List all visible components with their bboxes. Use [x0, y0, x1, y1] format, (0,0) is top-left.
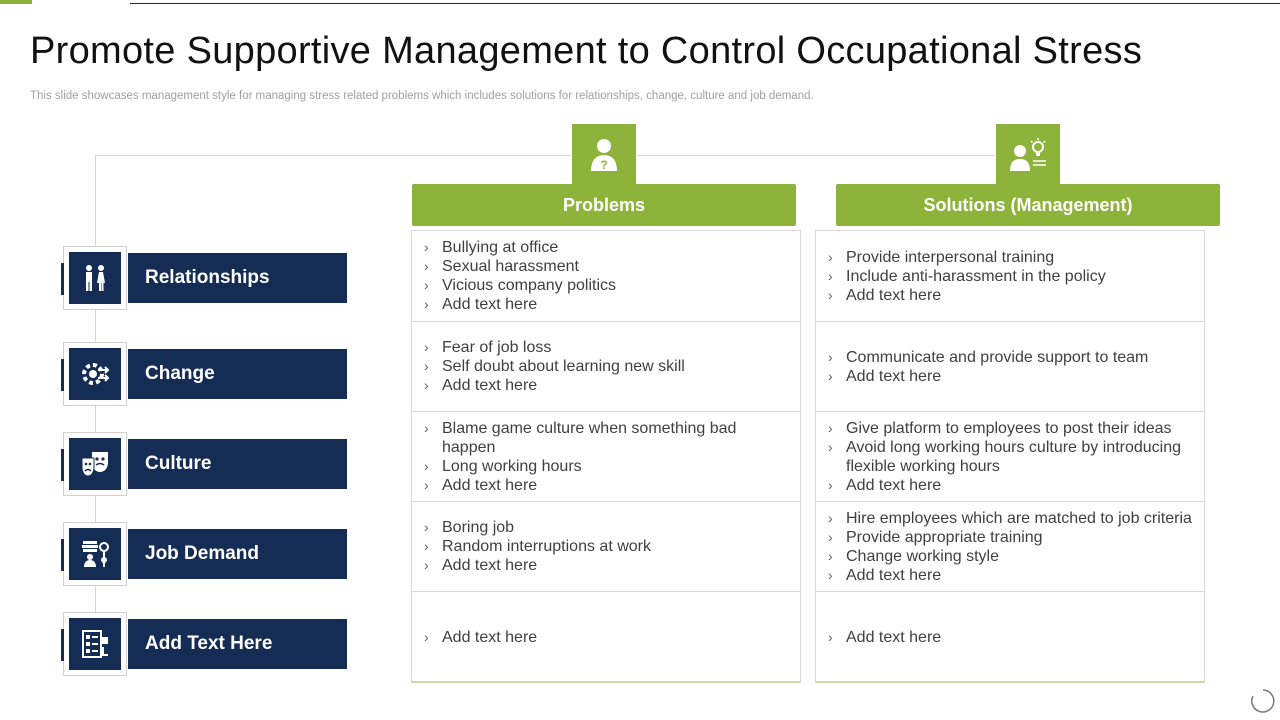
solutions-header: Solutions (Management)	[836, 184, 1220, 226]
category-label: Relationships	[128, 253, 347, 303]
list-item: › Communicate and provide support to team	[828, 348, 1149, 366]
category-label: Culture	[128, 439, 347, 489]
list-item: › Avoid long working hours culture by introducing flexible working hours	[828, 438, 1182, 475]
list-item: › Hire employees which are matched to job criteria	[828, 509, 1192, 527]
category-tick	[61, 539, 64, 571]
problems-icon-box	[571, 123, 637, 187]
list-item: › Add text here	[828, 286, 942, 304]
list-item: › Sexual harassment	[424, 258, 579, 275]
workload-icon	[79, 538, 111, 570]
slide-subtitle: This slide showcases management style for managing stress related problems which includes solutions for relationships, change, culture and job demand.	[30, 90, 814, 102]
solutions-cell-change	[816, 322, 1204, 412]
category-tick	[61, 359, 64, 391]
category-tick	[61, 449, 64, 481]
slide-title: Promote Supportive Management to Control Occupational Stress	[30, 30, 1143, 72]
document-list-icon	[79, 628, 111, 660]
problems-cell-culture	[412, 412, 800, 502]
list-item: › Blame game culture when something bad happen	[424, 419, 737, 456]
list-item: › Fear of job loss	[424, 339, 552, 356]
solutions-cell-culture	[816, 412, 1204, 502]
problems-cell-relationships	[412, 231, 800, 322]
list-item: › Long working hours	[424, 457, 582, 475]
manager-idea-icon	[1008, 137, 1048, 173]
connector-top-horizontal	[95, 155, 1027, 156]
category-icon-box	[63, 612, 127, 676]
category-icon-box	[63, 432, 127, 496]
category-label: Add Text Here	[128, 619, 347, 669]
category-label: Change	[128, 349, 347, 399]
solutions-cell-add-text	[816, 592, 1204, 682]
loading-spinner-icon	[1250, 688, 1276, 714]
list-item: › Add text here	[424, 296, 538, 313]
list-item: › Include anti-harassment in the policy	[828, 267, 1106, 285]
list-item: › Provide interpersonal training	[828, 248, 1055, 266]
category-icon-box	[63, 342, 127, 406]
list-item: › Add text here	[828, 367, 942, 385]
list-item: › Add text here	[424, 476, 538, 494]
couple-icon	[80, 263, 110, 293]
list-item: › Add text here	[828, 628, 942, 646]
list-item: › Provide appropriate training	[828, 528, 1043, 546]
list-item: › Give platform to employees to post their ideas	[828, 419, 1172, 437]
solutions-cell-relationships	[816, 231, 1204, 322]
problems-cell-job-demand	[412, 502, 800, 592]
problems-cell-change	[412, 322, 800, 412]
top-divider-line	[130, 3, 1280, 4]
list-item: › Add text here	[424, 377, 538, 394]
list-item: › Vicious company politics	[424, 277, 617, 294]
list-item: › Random interruptions at work	[424, 538, 651, 555]
problems-cell-add-text	[412, 592, 800, 682]
solutions-icon-box	[995, 123, 1061, 187]
list-item: › Boring job	[424, 519, 515, 536]
list-item: › Add text here	[828, 566, 942, 584]
list-item: › Bullying at office	[424, 239, 559, 256]
list-item: › Add text here	[424, 628, 538, 646]
category-icon-box	[63, 522, 127, 586]
problems-column	[411, 230, 801, 683]
category-tick	[61, 629, 64, 661]
category-label: Job Demand	[128, 529, 347, 579]
person-question-icon	[589, 137, 619, 173]
list-item: › Change working style	[828, 547, 999, 565]
top-accent-bar	[0, 0, 32, 4]
solutions-cell-job-demand	[816, 502, 1204, 592]
gear-arrows-icon	[79, 358, 111, 390]
category-icon-box	[63, 246, 127, 310]
theater-masks-icon	[79, 448, 111, 480]
list-item: › Self doubt about learning new skill	[424, 358, 685, 375]
category-tick	[61, 263, 64, 295]
list-item: › Add text here	[424, 557, 538, 574]
svg-text:?: ?	[600, 158, 608, 172]
solutions-column	[815, 230, 1205, 683]
list-item: › Add text here	[828, 476, 942, 494]
problems-header: Problems	[412, 184, 796, 226]
